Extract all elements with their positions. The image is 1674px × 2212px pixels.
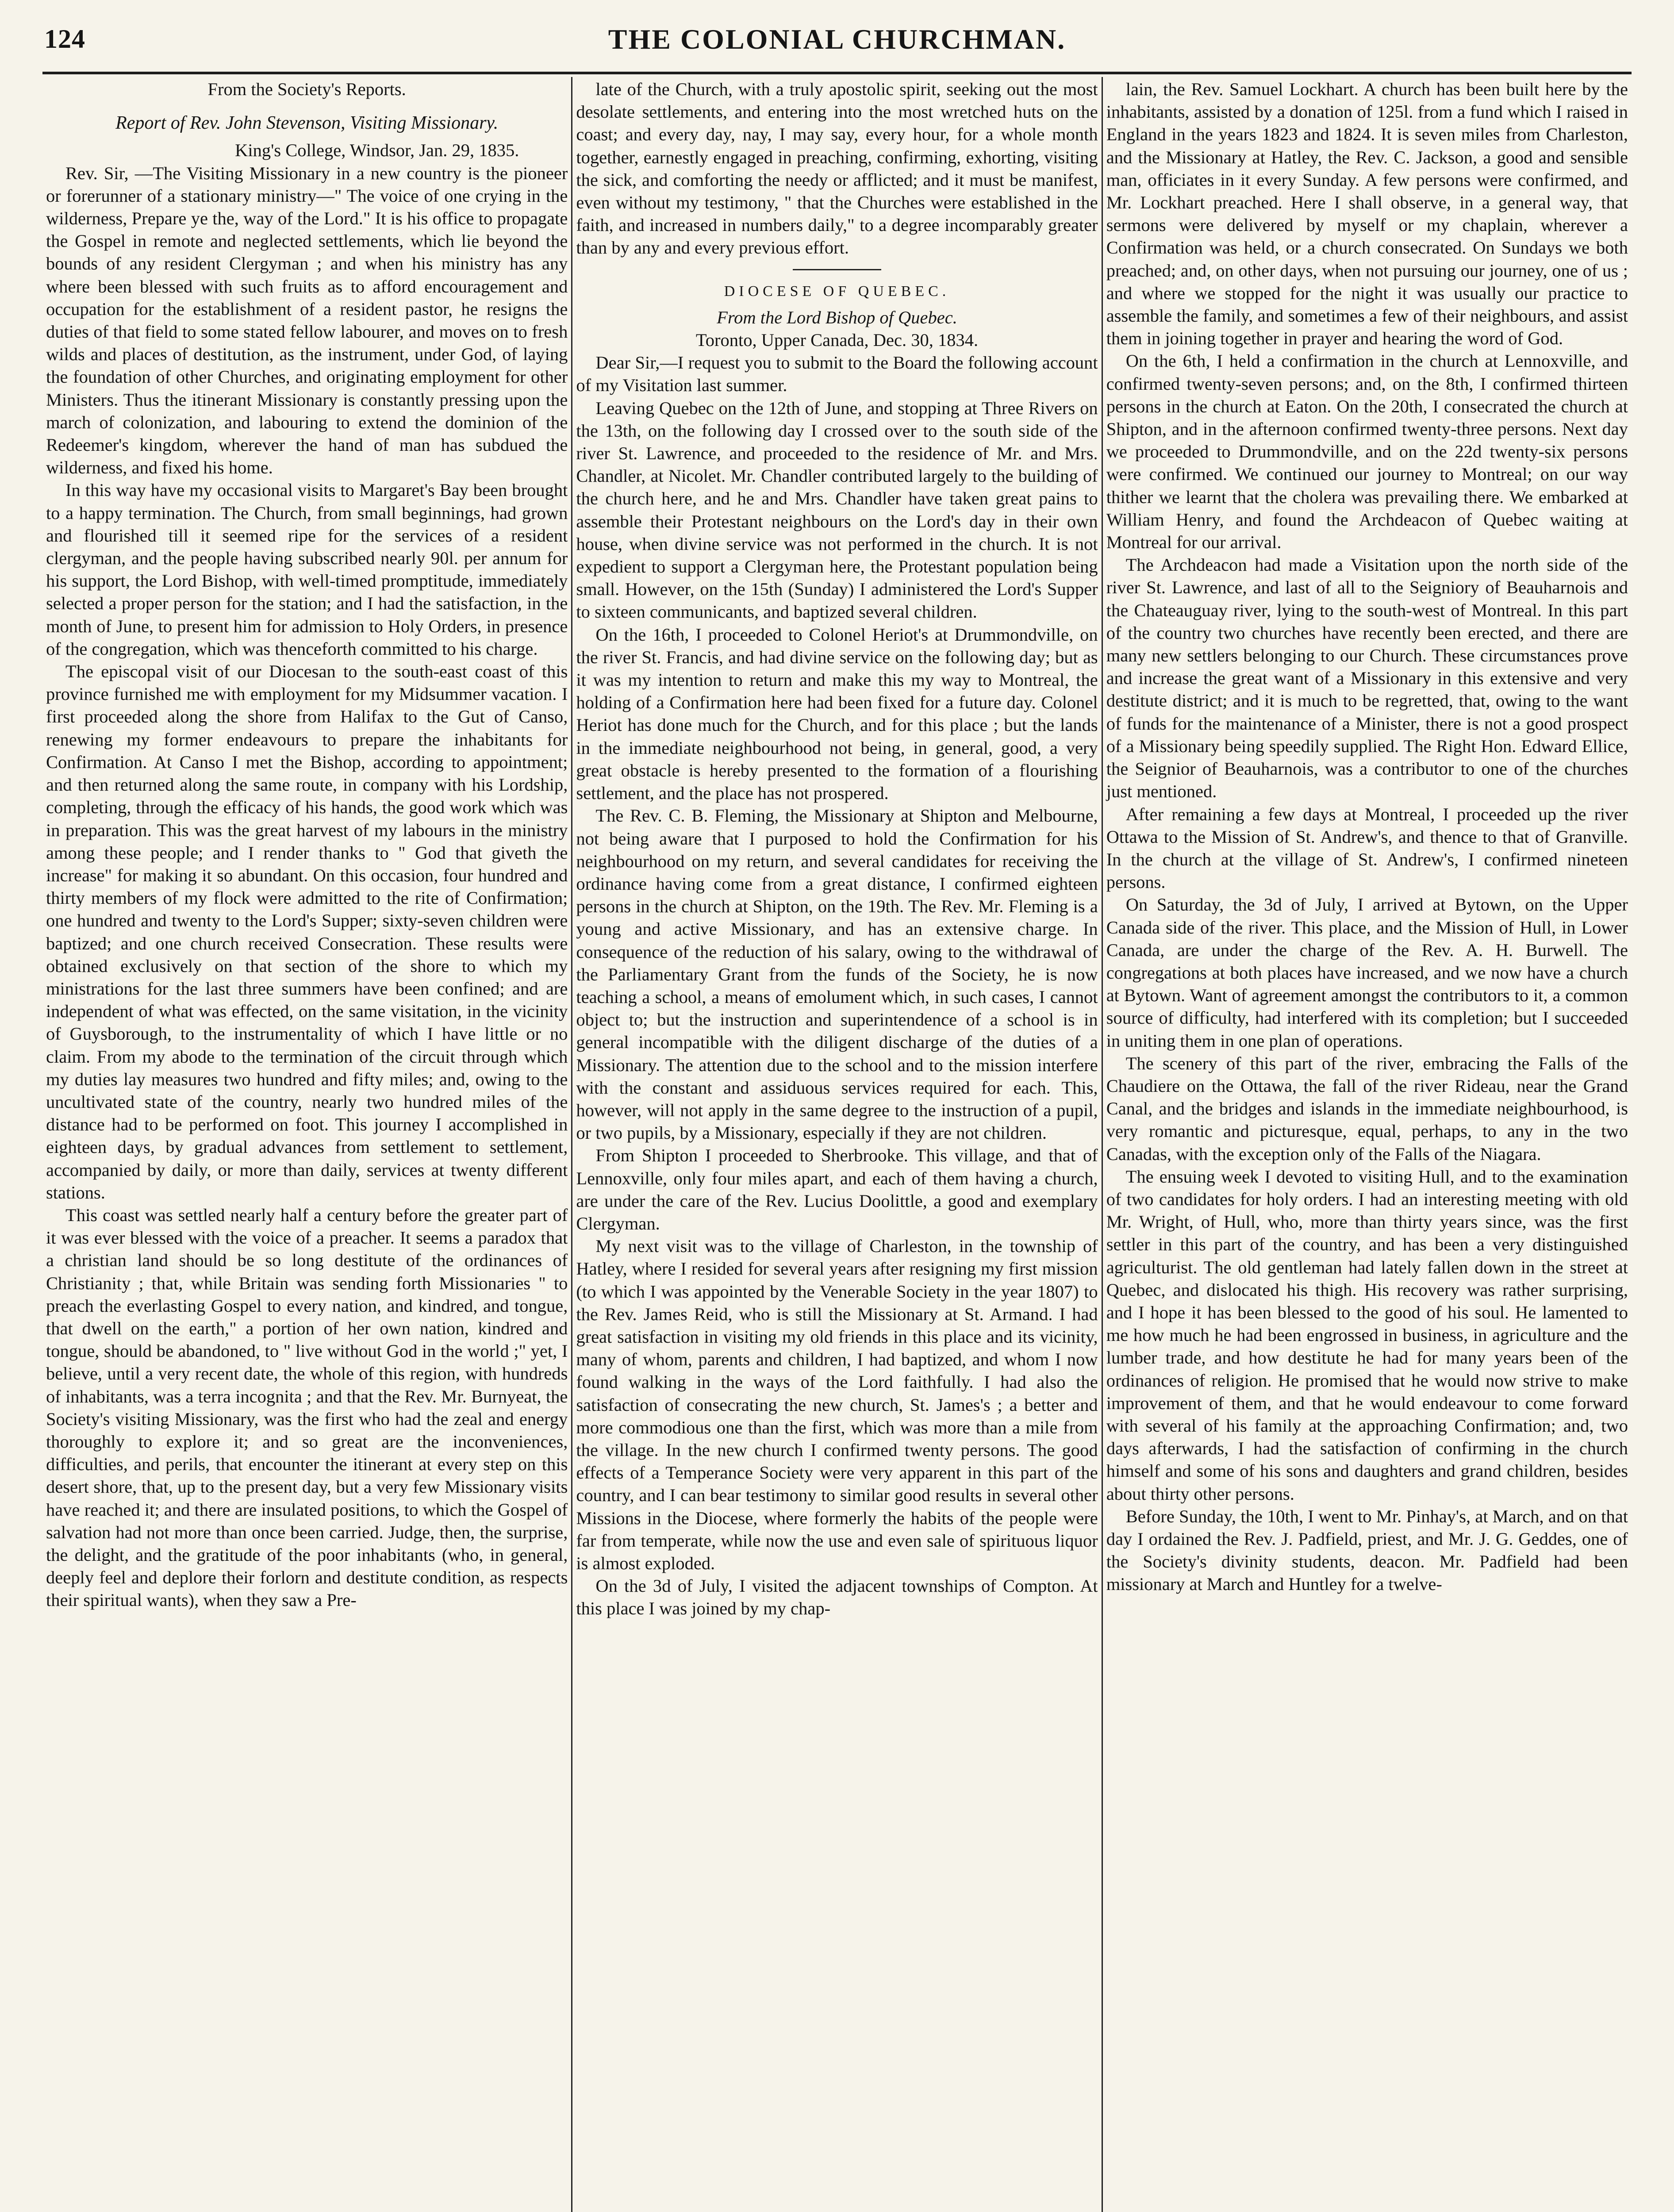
paragraph: Rev. Sir, —The Visiting Missionary in a new country is the pioneer or forerunner of a stationary ministry—" The voice of one crying in the wilderness, Prepare ye the, way of the Lord." It is his office to propagate the Gospel in remote and neglected settlements, which lie beyond the bounds of any resident Clergyman ; and when his ministry has any where been blessed with such fruits as to afford encouragement and occupation for the establishment of a resident pastor, he resigns the duties of that field to some stated fellow labourer, and moves on to fresh wilds and places of destitution, as the instrument, under God, of laying the foundation of other Churches, and originating employment for other Ministers. Thus the itinerant Missionary is constantly pressing upon the march of colonization, and labouring to extend the dominion of the Redeemer's kingdom, wherever the hand of man has subdued the wilderness, and fixed his home. — [46, 163, 568, 478]
article-title: Report of Rev. John Stevenson, Visiting Missionary. — [115, 113, 499, 134]
paragraph: late of the Church, with a truly apostolic spirit, seeking out the most desolate settlements, and entering into the most wretched huts on the coast; and every day, nay, I may say, every hour, for a whole month together, earnestly engaged in preaching, confirming, exhorting, visiting the sick, and comforting the needy or afflicted; and it must be manifest, even without my testimony, " that the Churches were established in the faith, and increased in numbers daily," to a degree incomparably greater than by any and every previous effort. — [576, 79, 1098, 258]
paragraph: In this way have my occasional visits to Margaret's Bay been brought to a happy termination. The Church, from small beginnings, had grown and flourished till it seemed ripe for the services of a resident clergyman, and the people having subscribed nearly 90l. per annum for his support, the Lord Bishop, with well-timed promptitude, immediately selected a proper person for the station; and I had the satisfaction, in the month of June, to present him for admission to Holy Orders, in presence of the congregation, which was thenceforth committed to his charge. — [46, 480, 568, 659]
paragraph: On the 6th, I held a confirmation in the church at Lennoxville, and confirmed twenty-seven persons; and, on the 8th, I confirmed thirteen persons in the church at Eaton. On the 20th, I consecrated the church at Shipton, and in the afternoon confirmed twenty-three persons. Next day we proceeded to Drummondville, and on the 22d twenty-six persons were confirmed. We continued our journey to Montreal; on our way thither we learnt that the cholera was prevailing there. We embarked at William Henry, and found the Archdeacon of Quebec waiting at Montreal for our arrival. — [1106, 351, 1628, 553]
page-header — [42, 23, 1632, 65]
paragraph: On Saturday, the 3d of July, I arrived at Bytown, on the Upper Canada side of the river. This place, and the Mission of Hull, in Lower Canada, are under the charge of the Rev. A. H. Burwell. The congregations at both places have increased, and we now have a church at Bytown. Want of agreement amongst the contributors to it, a common source of difficulty, had interfered with its completion; but I succeeded in uniting them in one plan of operations. — [1106, 895, 1628, 1051]
paragraph: The Rev. C. B. Fleming, the Missionary at Shipton and Melbourne, not being aware that I purposed to hold the Confirmation for his neighbourhood on my return, and several candidates for receiving the ordinance having come from a great distance, I confirmed eighteen persons in the church at Shipton, on the 19th. The Rev. Mr. Fleming is a young and active Missionary, and has an extensive charge. In consequence of the reduction of his salary, owing to the withdrawal of the Parliamentary Grant from the funds of the Society, he is now teaching a school, a means of emolument which, in such cases, I cannot object to; but the instruction and superintendence of a school is in general incompatible with the diligent discharge of the duties of a Missionary. The attention due to the school and to the mission interfere with the constant and assiduous services required for each. This, however, will not apply in the same degree to the instruction of a pupil, or two pupils, by a Missionary, especially if they are not children. — [576, 806, 1098, 1143]
paragraph: After remaining a few days at Montreal, I proceeded up the river Ottawa to the Mission of St. Andrew's, and thence to that of Granville. In the church at the village of St. Andrew's, I confirmed nineteen persons. — [1106, 804, 1628, 892]
letter-title: From the Lord Bishop of Quebec. — [717, 307, 957, 327]
paragraph: From Shipton I proceeded to Sherbrooke. This village, and that of Lennoxville, only four miles apart, and each of them having a church, are under the care of the Rev. Lucius Doolittle, a good and exemplary Clergyman. — [576, 1145, 1098, 1233]
columns — [42, 74, 1632, 2212]
column-2 — [572, 74, 1101, 2212]
section-heading: DIOCESE OF QUEBEC. — [724, 283, 950, 300]
paragraph: The Archdeacon had made a Visitation upon the north side of the river St. Lawrence, and last of all to the Seigniory of Beauharnois and the Chateauguay river, lying to the south-west of Montreal. In this part of the country two churches have recently been erected, and there are many new settlers belonging to our Church. These circumstances prove and increase the great want of a Missionary in this extensive and very destitute district; and it is much to be regretted, that, owing to the want of funds for the maintenance of a Minister, there is not a good prospect of a Missionary being speedily supplied. The Right Hon. Edward Ellice, the Seignior of Beauharnois, was a contributor to one of the churches just mentioned. — [1106, 555, 1628, 802]
section-source: From the Society's Reports. — [207, 79, 406, 99]
dateline: Toronto, Upper Canada, Dec. 30, 1834. — [695, 330, 979, 350]
masthead: THE COLONIAL CHURCHMAN. — [608, 23, 1066, 55]
paragraph: The scenery of this part of the river, embracing the Falls of the Chaudiere on the Ottawa, the fall of the river Rideau, near the Grand Canal, and the bridges and islands in the immediate neighbourhood, is very romantic and picturesque, equal, perhaps, to any in the two Canadas, with the exception only of the Falls of the Niagara. — [1106, 1053, 1628, 1164]
paragraph: My next visit was to the village of Charleston, in the township of Hatley, where I resided for several years after resigning my first mission (to which I was appointed by the Venerable Society in the year 1807) to the Rev. James Reid, who is still the Missionary at St. Armand. I had great satisfaction in visiting my old friends in this place and its vicinity, many of whom, parents and children, I had baptized, and whom I now found walking in the ways of the Lord faithfully. I had also the satisfaction of consecrating the new church, St. James's ; a better and more commodious one than the first, which was more than a mile from the village. In the new church I confirmed twenty persons. The good effects of a Temperance Society were very apparent in this part of the country, and I can bear testimony to similar good results in several other Missions in the Diocese, where formerly the habits of the people were far from temperate, while now the use and even sale of spirituous liquor is almost exploded. — [576, 1236, 1098, 1573]
dateline: King's College, Windsor, Jan. 29, 1835. — [235, 140, 519, 161]
column-3 — [1103, 74, 1632, 2212]
paragraph: On the 16th, I proceeded to Colonel Heriot's at Drummondville, on the river St. Francis, and had divine service on the following day; but as it was my intention to return and make this my way to Montreal, the holding of a Confirmation here had been fixed for a future day. Colonel Heriot has done much for the Church, and for this place ; but the lands in the immediate neighbourhood not being, in general, good, a very great obstacle is hereby presented to the formation of a flourishing settlement, and the place has not prospered. — [576, 624, 1098, 803]
paragraph: On the 3d of July, I visited the adjacent townships of Compton. At this place I was joined by my chap- — [576, 1576, 1098, 1619]
page-number: 124 — [44, 24, 85, 54]
paragraph: Leaving Quebec on the 12th of June, and stopping at Three Rivers on the 13th, on the following day I crossed over to the south side of the river St. Lawrence, and proceeded to the residence of Mr. and Mrs. Chandler, at Nicolet. Mr. Chandler contributed largely to the building of the church here, and he and Mrs. Chandler have taken great pains to assemble their Protestant neighbours on the Lord's day in their own house, when divine service was not performed in the church. It is not expedient to support a Clergyman here, the Protestant population being small. However, on the 15th (Sunday) I administered the Lord's Supper to sixteen communicants, and baptized several children. — [576, 398, 1098, 622]
section-divider — [793, 269, 881, 270]
paragraph: The episcopal visit of our Diocesan to the south-east coast of this province furnished me with employment for my Midsummer vacation. I first proceeded along the shore from Halifax to the Gut of Canso, renewing my former endeavours to prepare the inhabitants for Confirmation. At Canso I met the Bishop, according to appointment; and then returned along the same route, in company with his Lordship, completing, through the efficacy of his hands, the good work which was in preparation. This was the great harvest of my labours in the ministry among these people; and I render thanks to " God that giveth the increase" for making it so abundant. On this occasion, four hundred and thirty members of my flock were admitted to the rite of Confirmation; one hundred and twenty to the Lord's Supper; sixty-seven children were baptized; and one church received Consecration. These results were obtained exclusively on that section of the shore to which my ministrations for the last three summers have been confined; and are independent of what was effected, on the same visitation, in the vicinity of Guysborough, to the instrumentality of which I have little or no claim. From my abode to the termination of the circuit through which my duties lay measures two hundred and fifty miles; and, owing to the uncultivated state of the country, nearly two hundred miles of the distance had to be performed on foot. This journey I accomplished in eighteen days, by gradual advances from settlement to settlement, accompanied by daily, or more than daily, services at twenty different stations. — [46, 661, 568, 1202]
paragraph: This coast was settled nearly half a century before the greater part of it was ever blessed with the voice of a preacher. It seems a paradox that a christian land should be so long destitute of the ordinances of Christianity ; that, while Britain was sending forth Missionaries " to preach the everlasting Gospel to every nation, and kindred, and tongue, that dwell on the earth," a portion of her own nation, kindred and tongue, should be abandoned, to " live without God in the world ;" yet, I believe, until a very recent date, the whole of this region, with hundreds of inhabitants, was a terra incognita ; and that the Rev. Mr. Burnyeat, the Society's visiting Missionary, was the first who had the zeal and energy thoroughly to explore it; and so great are the inconveniences, difficulties, and perils, that encounter the itinerant at every step on this desert shore, that, up to the present day, but a very few Missionary visits have reached it; and there are insulated positions, to which the Gospel of salvation had not more than once been carried. Judge, then, the surprise, the delight, and the gratitude of the poor inhabitants (who, in general, deeply feel and deplore their forlorn and destitute condition, as respects their spiritual wants), when they saw a Pre- — [46, 1205, 568, 1610]
paragraph: lain, the Rev. Samuel Lockhart. A church has been built here by the inhabitants, assisted by a donation of 125l. from a fund which I raised in England in the years 1823 and 1824. It is seven miles from Charleston, and the Missionary at Hatley, the Rev. C. Jackson, a good and sensible man, officiates in it every Sunday. A few persons were confirmed, and Mr. Lockhart preached. Here I shall observe, in a general way, that sermons were delivered by myself or my chaplain, wherever a Confirmation was held, or a church consecrated. On Sundays we both preached; and, on other days, when not pursuing our journey, one of us ; and where we stopped for the night it was usually our practice to assemble the family, and sometimes a few of their neighbours, and assist them in joining together in prayer and hearing the word of God. — [1106, 79, 1628, 349]
paragraph: The ensuing week I devoted to visiting Hull, and to the examination of two candidates for holy orders. I had an interesting meeting with old Mr. Wright, of Hull, who, more than thirty years since, was the first settler in this part of the country, and has been a very distinguished agriculturist. The old gentleman had lately fallen down in the street at Quebec, and dislocated his thigh. His recovery was rather surprising, and I hope it has been blessed to the good of his soul. He lamented to me how much he had been engrossed in business, in agriculture and the lumber trade, and how destitute he had for many years been of the ordinances of religion. He promised that he would now strive to make improvement of them, and that he would endeavour to come forward with several of his family at the approaching Confirmation; and, two days afterwards, I had the satisfaction of confirming in the church himself and some of his sons and daughters and grand children, besides about thirty other persons. — [1106, 1166, 1628, 1504]
paragraph: Before Sunday, the 10th, I went to Mr. Pinhay's, at March, and on that day I ordained the Rev. J. Padfield, priest, and Mr. J. G. Geddes, one of the Society's divinity students, deacon. Mr. Padfield had been missionary at March and Huntley for a twelve- — [1106, 1506, 1628, 1594]
paragraph: Dear Sir,—I request you to submit to the Board the following account of my Visitation last summer. — [576, 353, 1098, 396]
column-1 — [42, 74, 571, 2212]
